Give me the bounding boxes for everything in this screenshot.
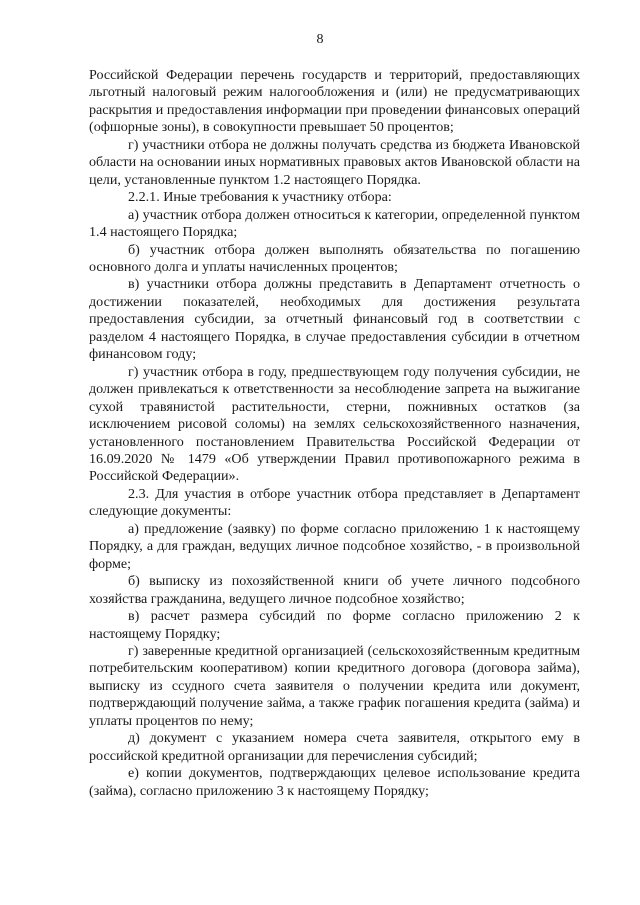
paragraph-offshore-continuation: Российской Федерации перечень государств и территорий, предоставляющих льготный налоговый режим налогообложения и (или) не предусматривающих раскрытия и предоставления информации при проведении финансовых операций (офшорные зоны), в совокупности превышает 50 процентов; xyxy=(89,67,580,136)
paragraph-doc-g-credit-copies: г) заверенные кредитной организацией (сельскохозяйственным кредитным потребительским кооперативом) копии кредитного договора (договора займа), выписку из ссудного счета заявителя о получении кредита или документ, подтверждающий получение займа, а также график погашения кредита (займа) и уплаты процентов по нему; xyxy=(89,642,580,729)
paragraph-item-b-obligations: б) участник отбора должен выполнять обязательства по погашению основного долга и уплаты начисленных процентов; xyxy=(89,241,580,275)
paragraph-item-a-category: а) участник отбора должен относиться к категории, определенной пунктом 1.4 настоящего Порядка; xyxy=(89,206,580,241)
paragraph-2-2-1-heading: 2.2.1. Иные требования к участнику отбора: xyxy=(128,189,392,206)
paragraph-doc-d-account: д) документ с указанием номера счета заявителя, открытого ему в российской кредитной организации для перечисления субсидий; xyxy=(89,730,580,764)
document-body xyxy=(89,67,580,800)
paragraph-2-3-heading: 2.3. Для участия в отборе участник отбора представляет в Департамент следующие документы: xyxy=(89,485,580,520)
paragraph-doc-v-calculation: в) расчет размера субсидий по форме согласно приложению 2 к настоящему Порядку; xyxy=(89,608,580,642)
page-number: 8 xyxy=(316,32,324,47)
paragraph-item-g-fire-rules: г) участник отбора в году, предшествующем году получения субсидии, не должен привлекаться к ответственности за несоблюдение запрета на выжигание сухой травянистой растительности, стерни, пожнивных остатков (за исключением рисовой соломы) на землях сельскохозяйственного назначения, установленного постановлением Правительства Российской Федерации от 16.09.2020 № 1479 «Об утверждении Правил противопожарного режима в Российской Федерации». xyxy=(89,363,580,485)
paragraph-doc-a-application: а) предложение (заявку) по форме согласно приложению 1 к настоящему Порядку, а для граждан, ведущих личное подсобное хозяйство, - в произвольной форме; xyxy=(89,520,580,572)
paragraph-doc-b-household-book: б) выписку из похозяйственной книги об учете личного подсобного хозяйства гражданина, ведущего личное подсобное хозяйство; xyxy=(89,573,580,607)
paragraph-doc-e-target-use: е) копии документов, подтверждающих целевое использование кредита (займа), согласно приложению 3 к настоящему Порядку; xyxy=(89,765,580,799)
paragraph-item-g-budget: г) участники отбора не должны получать средства из бюджета Ивановской области на основании иных нормативных правовых актов Ивановской области на цели, установленные пунктом 1.2 настоящего Порядка. xyxy=(89,136,580,188)
paragraph-item-v-reporting: в) участники отбора должны представить в Департамент отчетность о достижении показателей, необходимых для достижения результата предоставления субсидии, за отчетный финансовый год в соответствии с разделом 4 настоящего Порядка, в случае предоставления субсидии в отчетном финансовом году; xyxy=(89,276,580,363)
